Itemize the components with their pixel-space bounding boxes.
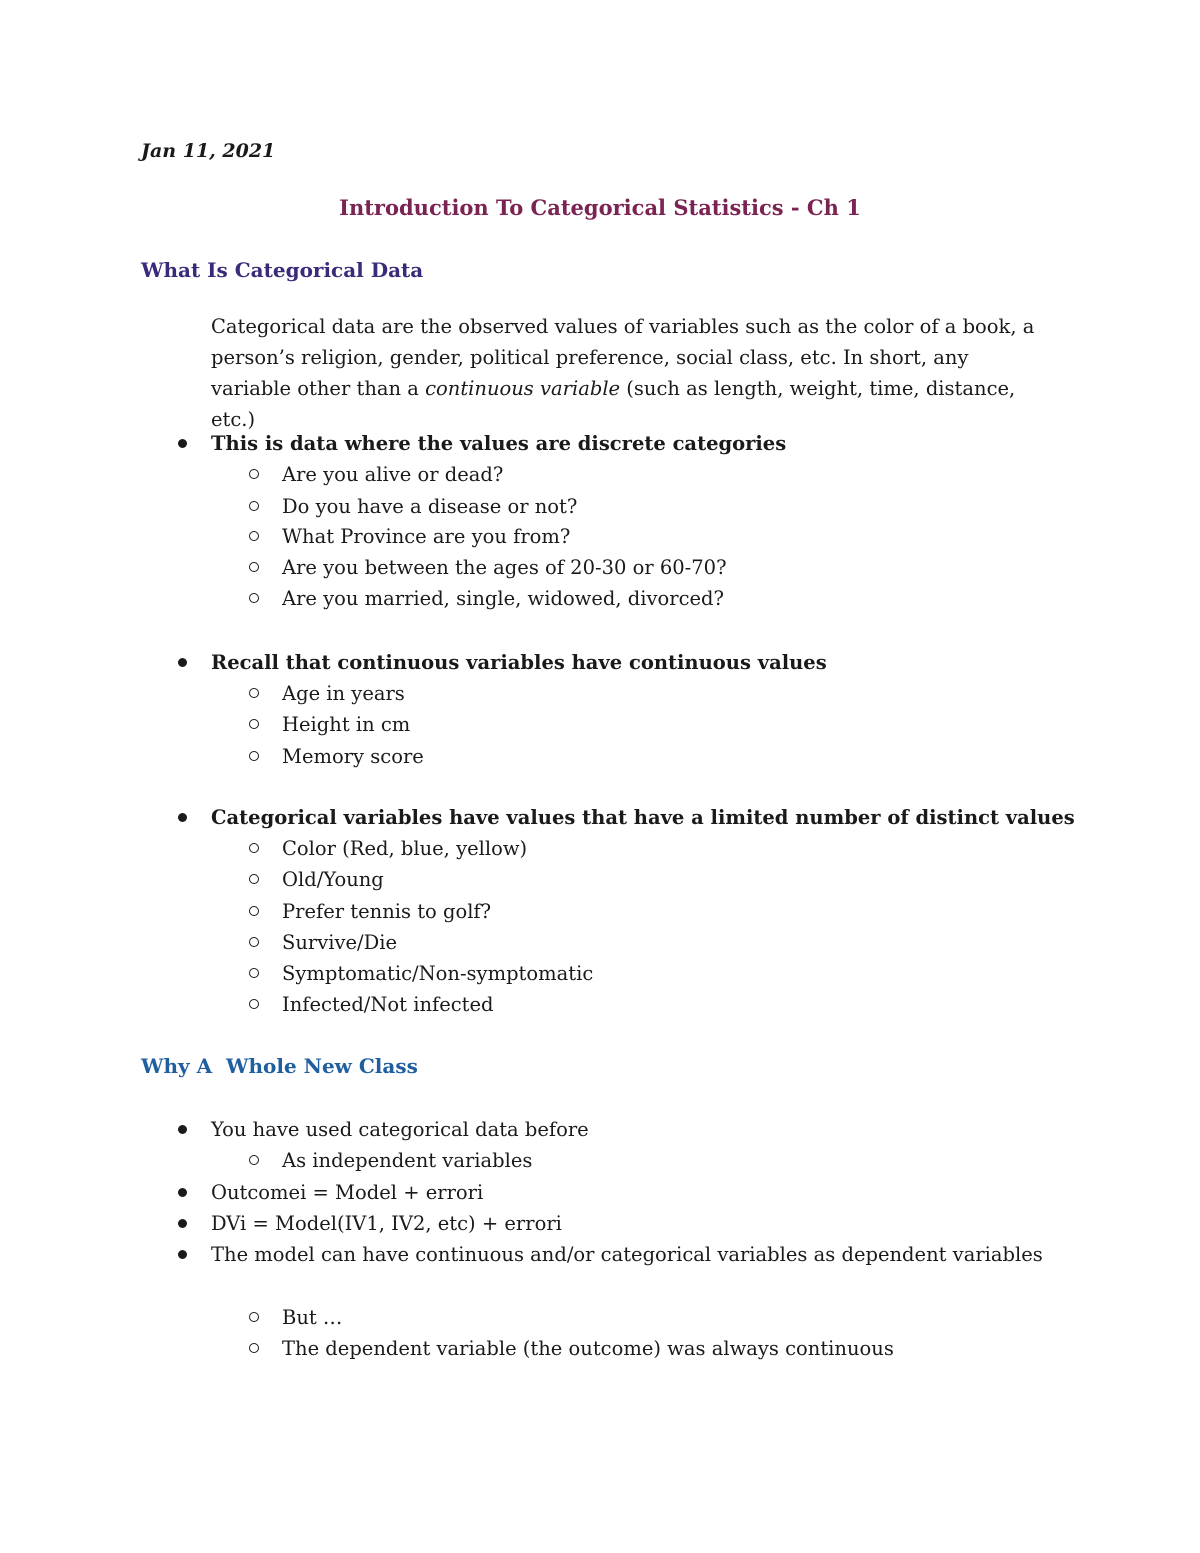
intro-paragraph-text-1: Categorical data are the observed values of variables such as the color of a book, a person’s religion, gender, political preference, social class, etc. In short, any variable other than a bbox=[211, 315, 1035, 400]
bullet-circle-icon bbox=[249, 593, 259, 603]
bullet-text: Categorical variables have values that have a limited number of distinct values bbox=[211, 806, 1075, 829]
subitem-text: Survive/Die bbox=[282, 931, 398, 954]
bullet-circle-icon bbox=[249, 999, 259, 1009]
section-heading-why-new-class: Why A Whole New Class bbox=[141, 1054, 418, 1078]
bullet-dot-icon bbox=[178, 1188, 187, 1197]
bullet-circle-icon bbox=[249, 937, 259, 947]
bullet-text: DVi = Model(IV1, IV2, etc) + errori bbox=[211, 1212, 562, 1235]
document-date: Jan 11, 2021 bbox=[141, 140, 276, 162]
bullet-circle-icon bbox=[249, 531, 259, 541]
document-title: Introduction To Categorical Statistics - Ch 1 bbox=[339, 195, 861, 220]
bullet-circle-icon bbox=[249, 968, 259, 978]
subitem-text: Infected/Not infected bbox=[282, 993, 494, 1016]
bullet-circle-icon bbox=[249, 1155, 259, 1165]
bullet-dot-icon bbox=[178, 813, 187, 822]
subitem-text: Symptomatic/Non-symptomatic bbox=[282, 962, 594, 985]
bullet-circle-icon bbox=[249, 562, 259, 572]
bullet-circle-icon bbox=[249, 843, 259, 853]
subitem-text: Are you alive or dead? bbox=[282, 463, 504, 486]
subitem-text: Old/Young bbox=[282, 868, 384, 891]
section-heading-categorical-data: What Is Categorical Data bbox=[141, 258, 424, 282]
subitem-text: Are you married, single, widowed, divorced? bbox=[282, 587, 724, 610]
bullet-text: The model can have continuous and/or categorical variables as dependent variables bbox=[211, 1243, 1043, 1266]
bullet-text: This is data where the values are discrete categories bbox=[211, 432, 787, 455]
subitem-text: As independent variables bbox=[282, 1149, 533, 1172]
bullet-dot-icon bbox=[178, 658, 187, 667]
bullet-text: You have used categorical data before bbox=[211, 1118, 589, 1141]
bullet-circle-icon bbox=[249, 1343, 259, 1353]
bullet-dot-icon bbox=[178, 1250, 187, 1259]
intro-paragraph-text-2: (such as length, weight, time, distance, etc.) bbox=[211, 377, 1016, 431]
subitem-text: Height in cm bbox=[282, 713, 411, 736]
bullet-circle-icon bbox=[249, 751, 259, 761]
intro-paragraph-italic: continuous variable bbox=[425, 377, 621, 400]
bullet-text: Recall that continuous variables have continuous values bbox=[211, 651, 827, 674]
subitem-text: Do you have a disease or not? bbox=[282, 495, 578, 518]
subitem-text: Memory score bbox=[282, 745, 424, 768]
bullet-dot-icon bbox=[178, 1125, 187, 1134]
subitem-text: Age in years bbox=[282, 682, 405, 705]
bullet-circle-icon bbox=[249, 874, 259, 884]
bullet-circle-icon bbox=[249, 719, 259, 729]
bullet-circle-icon bbox=[249, 501, 259, 511]
intro-paragraph bbox=[211, 311, 1041, 435]
subitem-text: But … bbox=[282, 1306, 343, 1329]
subitem-text: Are you between the ages of 20-30 or 60-70? bbox=[282, 556, 727, 579]
subitem-text: What Province are you from? bbox=[282, 525, 571, 548]
bullet-circle-icon bbox=[249, 469, 259, 479]
bullet-circle-icon bbox=[249, 688, 259, 698]
subitem-text: Prefer tennis to golf? bbox=[282, 900, 492, 923]
bullet-text: Outcomei = Model + errori bbox=[211, 1181, 484, 1204]
bullet-circle-icon bbox=[249, 906, 259, 916]
bullet-dot-icon bbox=[178, 439, 187, 448]
subitem-text: The dependent variable (the outcome) was always continuous bbox=[282, 1337, 894, 1360]
bullet-dot-icon bbox=[178, 1219, 187, 1228]
subitem-text: Color (Red, blue, yellow) bbox=[282, 837, 528, 860]
bullet-circle-icon bbox=[249, 1312, 259, 1322]
